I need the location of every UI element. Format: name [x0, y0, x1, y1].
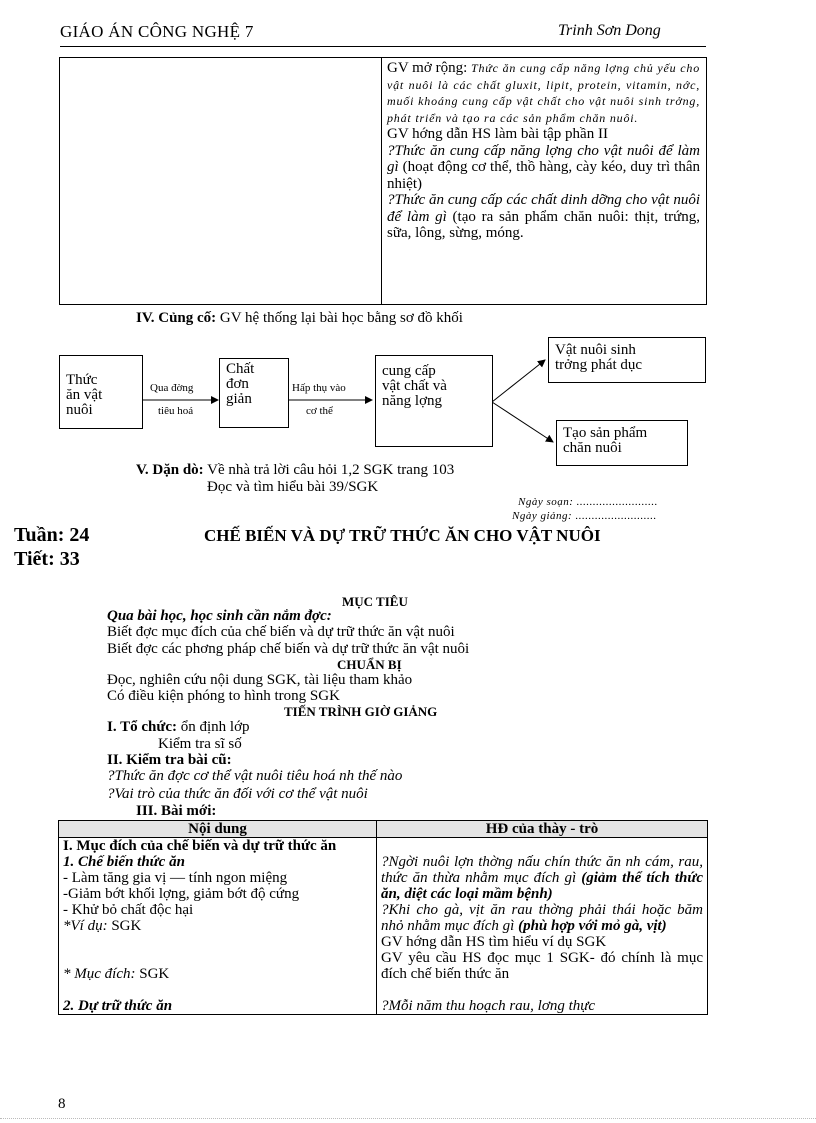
prep-heading: CHUẨN BỊ	[337, 657, 402, 672]
objectives-intro: Qua bài học, học sinh cần nắm đợc:	[107, 608, 332, 624]
box-products: Tạo sản phẩm chăn nuôi	[556, 420, 688, 466]
check-question-1: ?Thức ăn đợc cơ thể vật nuôi tiêu hoá nh thế nào	[107, 768, 403, 784]
box-simple-substances: Chất đơn giản	[219, 358, 289, 428]
arrow-growth	[492, 360, 545, 402]
content-cell: I. Mục đích của chế biến và dự trữ thức ăn 1. Chế biến thức ăn - Làm tăng gia vị — tính ngon miệng -Giảm bớt khối lợng, giảm bớt độ cứng - Khử bỏ chất độc hại *Ví dụ: SGK * Mục đích: SGK 2. Dự trữ thức ăn	[59, 838, 377, 1015]
prep-2: Có điều kiện phóng to hình trong SGK	[107, 688, 340, 704]
org-line: I. Tổ chức: ổn định lớp	[107, 719, 250, 735]
label-digestion-bottom: tiêu hoá	[158, 405, 194, 417]
box-growth: Vật nuôi sinh trởng phát dục	[548, 337, 706, 383]
box-feed: Thức ăn vật nuôi	[59, 355, 143, 429]
table-row	[59, 838, 708, 1015]
new-lesson-heading: III. Bài mới:	[136, 803, 217, 819]
col-header-activity: HĐ của thày - trò	[377, 821, 708, 838]
page-number: 8	[58, 1096, 66, 1112]
label-absorption-top: Hấp thụ vào	[292, 382, 346, 394]
arrow-products	[492, 402, 553, 442]
consolidation-line: IV. Củng cố: GV hệ thống lại bài học bằng sơ đồ khối	[136, 310, 463, 326]
progress-heading: TIẾN TRÌNH GIỜ GIẢNG	[284, 704, 438, 719]
check-question-2: ?Vai trò của thức ăn đối với cơ thể vật nuôi	[107, 786, 368, 802]
table-header-row	[59, 821, 708, 838]
period-label: Tiết: 33	[14, 548, 80, 570]
objective-1: Biết đợc mục đích của chế biến và dự trữ thức ăn vật nuôi	[107, 624, 455, 640]
check-heading: II. Kiểm tra bài cũ:	[107, 752, 232, 768]
question-energy: ?Thức ăn cung cấp năng lợng cho vật nuôi để làm gì (hoạt động cơ thể, thồ hàng, cày kéo, duy trì thân nhiệt)	[387, 142, 700, 192]
label-absorption-bottom: cơ thể	[306, 405, 333, 417]
date-prepared: Ngày soạn: .........................	[518, 496, 658, 508]
date-taught: Ngày giảng: .........................	[512, 510, 657, 522]
header-title: GIÁO ÁN CÔNG NGHỆ 7	[60, 22, 254, 41]
homework-line: V. Dặn dò: Về nhà trả lời câu hỏi 1,2 SGK trang 103	[136, 462, 455, 478]
label-digestion-top: Qua đờng	[150, 382, 194, 394]
lesson-table	[58, 820, 708, 1015]
prep-1: Đọc, nghiên cứu nội dung SGK, tài liệu tham khảo	[107, 672, 413, 688]
box-supply: cung cấp vật chất và năng lợng	[375, 355, 493, 447]
header-author: Trinh Sơn Dong	[558, 22, 661, 39]
col-header-content: Nội dung	[59, 821, 377, 838]
org-line-2: Kiểm tra sĩ số	[158, 736, 242, 752]
homework-line-2: Đọc và tìm hiểu bài 39/SGK	[207, 479, 379, 495]
page-bottom-rule	[0, 1118, 816, 1119]
week-label: Tuần: 24	[14, 524, 90, 546]
extension-paragraph: GV mở rộng: Thức ăn cung cấp năng lợng chủ yếu cho vật nuôi là các chất gluxit, lipit, protein, vitamin, nớc, muối khoáng cung cấp vật chất cho vật nuôi sinh trởng, phát triển và tạo ra các sản phẩm chăn nuôi.	[387, 60, 701, 125]
objective-2: Biết đợc các phơng pháp chế biến và dự trữ thức ăn vật nuôi	[107, 641, 470, 657]
lesson-title: CHẾ BIẾN VÀ DỰ TRỮ THỨC ĂN CHO VẬT NUÔI	[204, 526, 601, 545]
objectives-heading: MỤC TIÊU	[342, 594, 408, 609]
question-nutrients: ?Thức ăn cung cấp các chất dinh dỡng cho vật nuôi để làm gì (tạo ra sản phẩm chăn nuôi: thịt, trứng, sữa, lông, sừng, móng.	[387, 192, 700, 241]
guide-line: GV hớng dẫn HS làm bài tập phần II	[387, 126, 608, 142]
activity-cell-2: ?Ngời nuôi lợn thờng nấu chín thức ăn nh cám, rau, thức ăn thừa nhằm mục đích gì (giảm thể tích thức ăn, diệt các loại mầm bệnh) ?Khi cho gà, vịt ăn rau thờng phải thái hoặc băm nhỏ nhằm mục đích gì (phù hợp với mỏ gà, vịt) GV hớng dẫn HS tìm hiểu ví dụ SGK GV yêu cầu HS đọc mục 1 SGK- đó chính là mục đích chế biến thức ăn ?Mỗi năm thu hoạch rau, lơng thực	[377, 838, 708, 1015]
